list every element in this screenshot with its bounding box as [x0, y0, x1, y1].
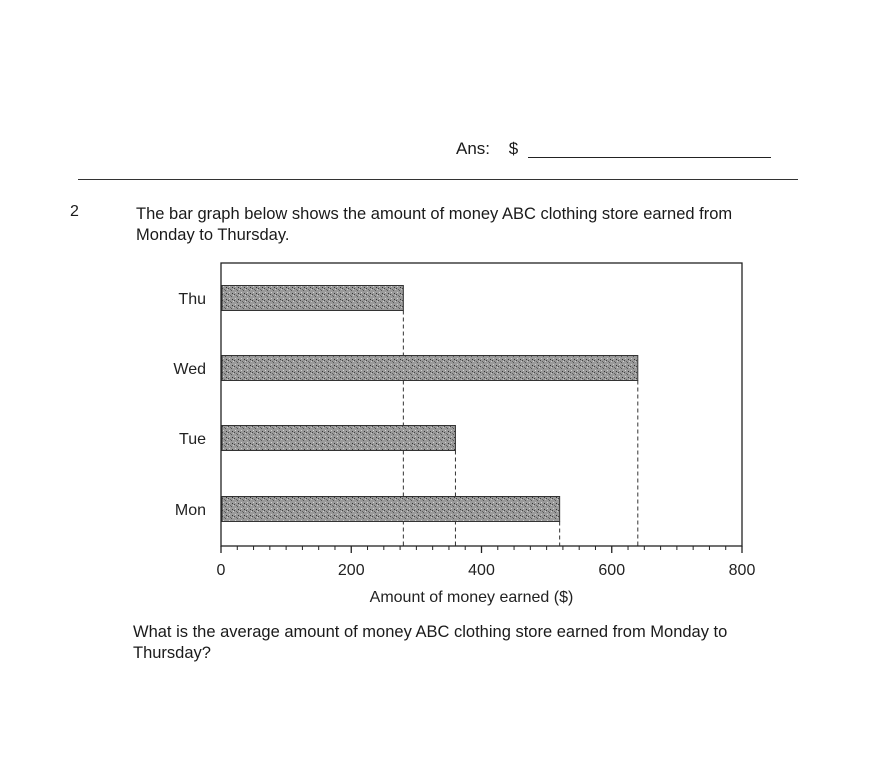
category-label-tue: Tue: [179, 431, 206, 448]
x-tick-label: 600: [598, 562, 626, 579]
bar-thu: [222, 286, 403, 311]
question-text: The bar graph below shows the amount of money ABC clothing store earned from Monday to Thursday.: [136, 205, 733, 244]
category-label-thu: Thu: [178, 291, 206, 308]
currency-symbol: $: [508, 139, 519, 158]
category-label-mon: Mon: [174, 502, 206, 519]
bar-tue: [222, 426, 455, 451]
x-tick-label: 200: [337, 562, 365, 579]
bar-wed: [222, 356, 638, 381]
answer-label: Ans:: [456, 139, 491, 158]
bar-mon: [222, 497, 560, 522]
category-label-wed: Wed: [173, 361, 206, 378]
x-tick-label: 800: [728, 562, 756, 579]
followup-question: What is the average amount of money ABC clothing store earned from Monday to Thursday?: [133, 623, 728, 662]
x-axis-title: Amount of money earned ($): [369, 589, 574, 606]
question-number: 2: [70, 203, 79, 220]
x-tick-label: 0: [216, 562, 226, 579]
x-tick-label: 400: [468, 562, 495, 579]
